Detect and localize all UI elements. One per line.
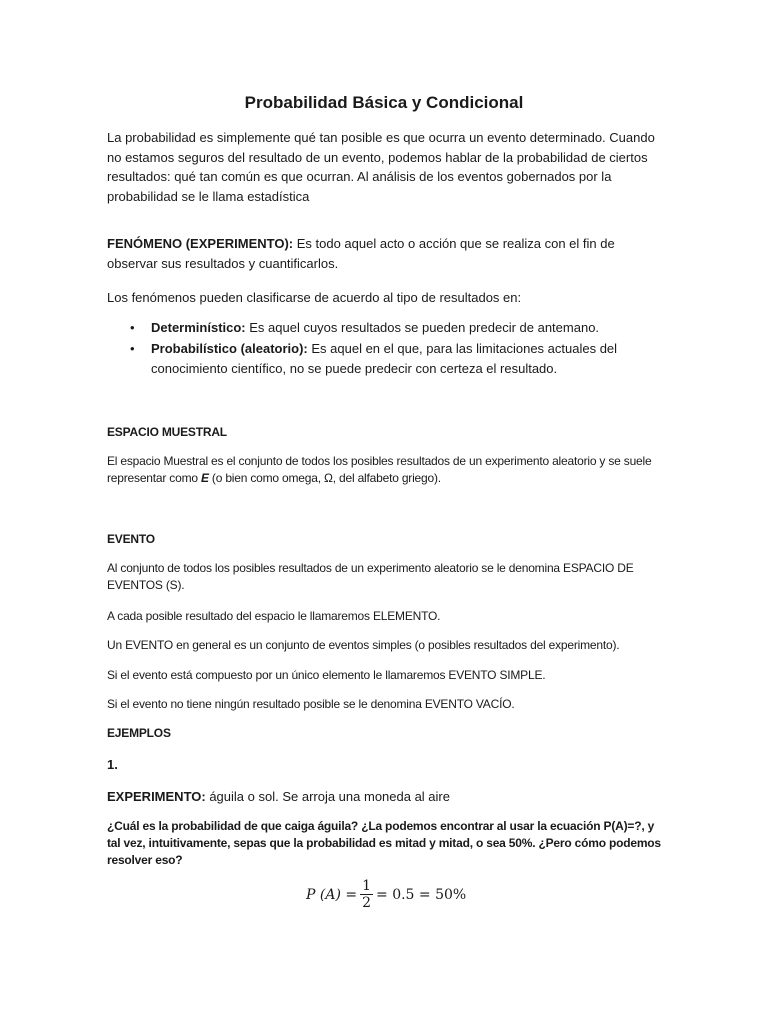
experimento-line	[107, 787, 667, 807]
bullet-label: Probabilístico (aleatorio):	[151, 340, 308, 356]
experimento-text: águila o sol. Se arroja una moneda al aire	[205, 789, 450, 804]
bullet-icon: •	[130, 340, 135, 356]
bullet-icon: •	[130, 320, 135, 335]
experimento-label: EXPERIMENTO:	[107, 789, 206, 804]
document-title: Probabilidad Básica y Condicional	[244, 93, 524, 112]
espacio-text-before: El espacio Muestral es el conjunto de todos los posibles resultados de un experimento aleatorio y se suele representar como	[107, 454, 652, 485]
list-item	[107, 339, 667, 380]
fenomeno-definition	[107, 234, 667, 273]
evento-paragraph: A cada posible resultado del espacio le llamaremos ELEMENTO.	[107, 609, 441, 623]
bullet-label: Determinístico:	[151, 320, 246, 335]
ejemplos-heading: EJEMPLOS	[107, 726, 171, 740]
bullet-text: Es aquel en el que, para las limitaciones actuales del conocimiento científico, no se puede predecir con certeza el resultado.	[151, 340, 618, 376]
evento-paragraph: Un EVENTO en general es un conjunto de eventos simples (o posibles resultados del experimento).	[107, 638, 620, 652]
evento-paragraph: Si el evento está compuesto por un único elemento le llamaremos EVENTO SIMPLE.	[107, 668, 546, 682]
example-question: ¿Cuál es la probabilidad de que caiga águila? ¿La podemos encontrar al usar la ecuación P(A)=?, y tal vez, intuitivamente, sepas que la probabilidad es mitad y mitad, o sea 50%. ¿Pero cómo podemos resolver eso?	[107, 819, 661, 867]
evento-heading: EVENTO	[107, 532, 155, 546]
espacio-text-after: (o bien como omega, Ω, del alfabeto griego).	[208, 471, 441, 485]
fraction-denominator: 2	[362, 895, 372, 911]
bullet-text: Es aquel cuyos resultados se pueden predecir de antemano.	[245, 320, 600, 335]
formula-rhs: = 0.5 = 50%	[376, 886, 467, 903]
fraction-numerator: 1	[362, 878, 372, 894]
list-item	[107, 318, 667, 339]
evento-paragraph: Al conjunto de todos los posibles resultados de un experimento aleatorio se le denomina ESPACIO DE EVENTOS (S).	[107, 561, 634, 592]
formula-lhs: P (A) =	[306, 886, 358, 903]
intro-paragraph: La probabilidad es simplemente qué tan posible es que ocurra un evento determinado. Cuando no estamos seguros del resultado de un evento, podemos hablar de la probabilidad de ciertos resultados: qué tan común es que ocurran. Al análisis de los eventos gobernados por la probabilidad se le llama estadística	[107, 130, 655, 204]
clasificacion-intro: Los fenómenos pueden clasificarse de acuerdo al tipo de resultados en:	[107, 290, 522, 305]
formula-fraction	[360, 878, 373, 911]
espacio-heading: ESPACIO MUESTRAL	[107, 425, 227, 439]
probability-formula	[306, 878, 466, 911]
fenomeno-text: Es todo aquel acto o acción que se realiza con el fin de observar sus resultados y cuantificarlos.	[107, 236, 615, 271]
phenomena-list	[107, 318, 667, 380]
evento-paragraph: Si el evento no tiene ningún resultado posible se le denomina EVENTO VACÍO.	[107, 697, 515, 711]
example-number: 1.	[107, 757, 118, 772]
espacio-symbol: E	[200, 471, 209, 485]
fenomeno-label: FENÓMENO (EXPERIMENTO):	[107, 236, 294, 251]
espacio-paragraph	[107, 453, 667, 487]
